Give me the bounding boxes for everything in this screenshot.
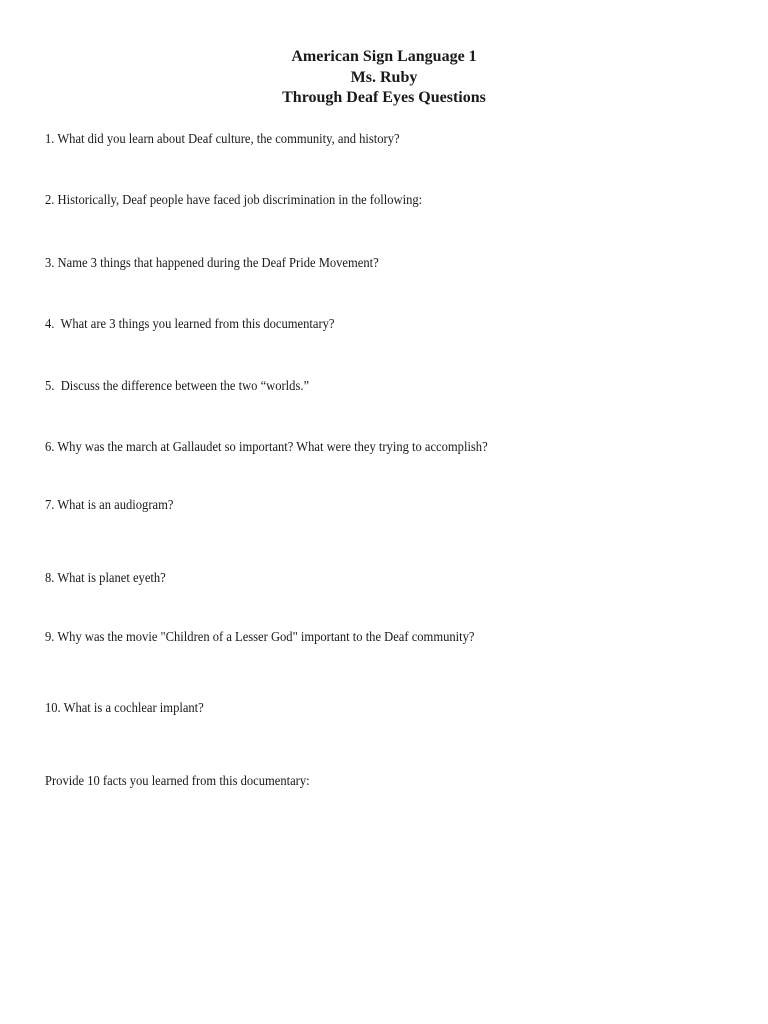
facts-prompt: Provide 10 facts you learned from this documentary:: [45, 773, 310, 788]
teacher-name: Ms. Ruby: [350, 68, 418, 86]
worksheet-header: [0, 47, 768, 109]
question-5: 5. Discuss the difference between the two “worlds.”: [45, 378, 310, 393]
question-7: 7. What is an audiogram?: [45, 497, 174, 512]
question-8: 8. What is planet eyeth?: [45, 570, 166, 585]
worksheet-title: Through Deaf Eyes Questions: [282, 89, 486, 106]
question-1: 1. What did you learn about Deaf culture, the community, and history?: [45, 131, 400, 146]
question-6: 6. Why was the march at Gallaudet so important? What were they trying to accomplish?: [45, 439, 488, 454]
question-4: 4. What are 3 things you learned from this documentary?: [45, 316, 335, 331]
question-2: 2. Historically, Deaf people have faced job discrimination in the following:: [45, 192, 423, 207]
question-10: 10. What is a cochlear implant?: [45, 700, 204, 715]
question-3: 3. Name 3 things that happened during the Deaf Pride Movement?: [45, 255, 379, 270]
question-9: 9. Why was the movie "Children of a Lesser God" important to the Deaf community?: [45, 629, 475, 644]
course-title: American Sign Language 1: [291, 48, 477, 65]
